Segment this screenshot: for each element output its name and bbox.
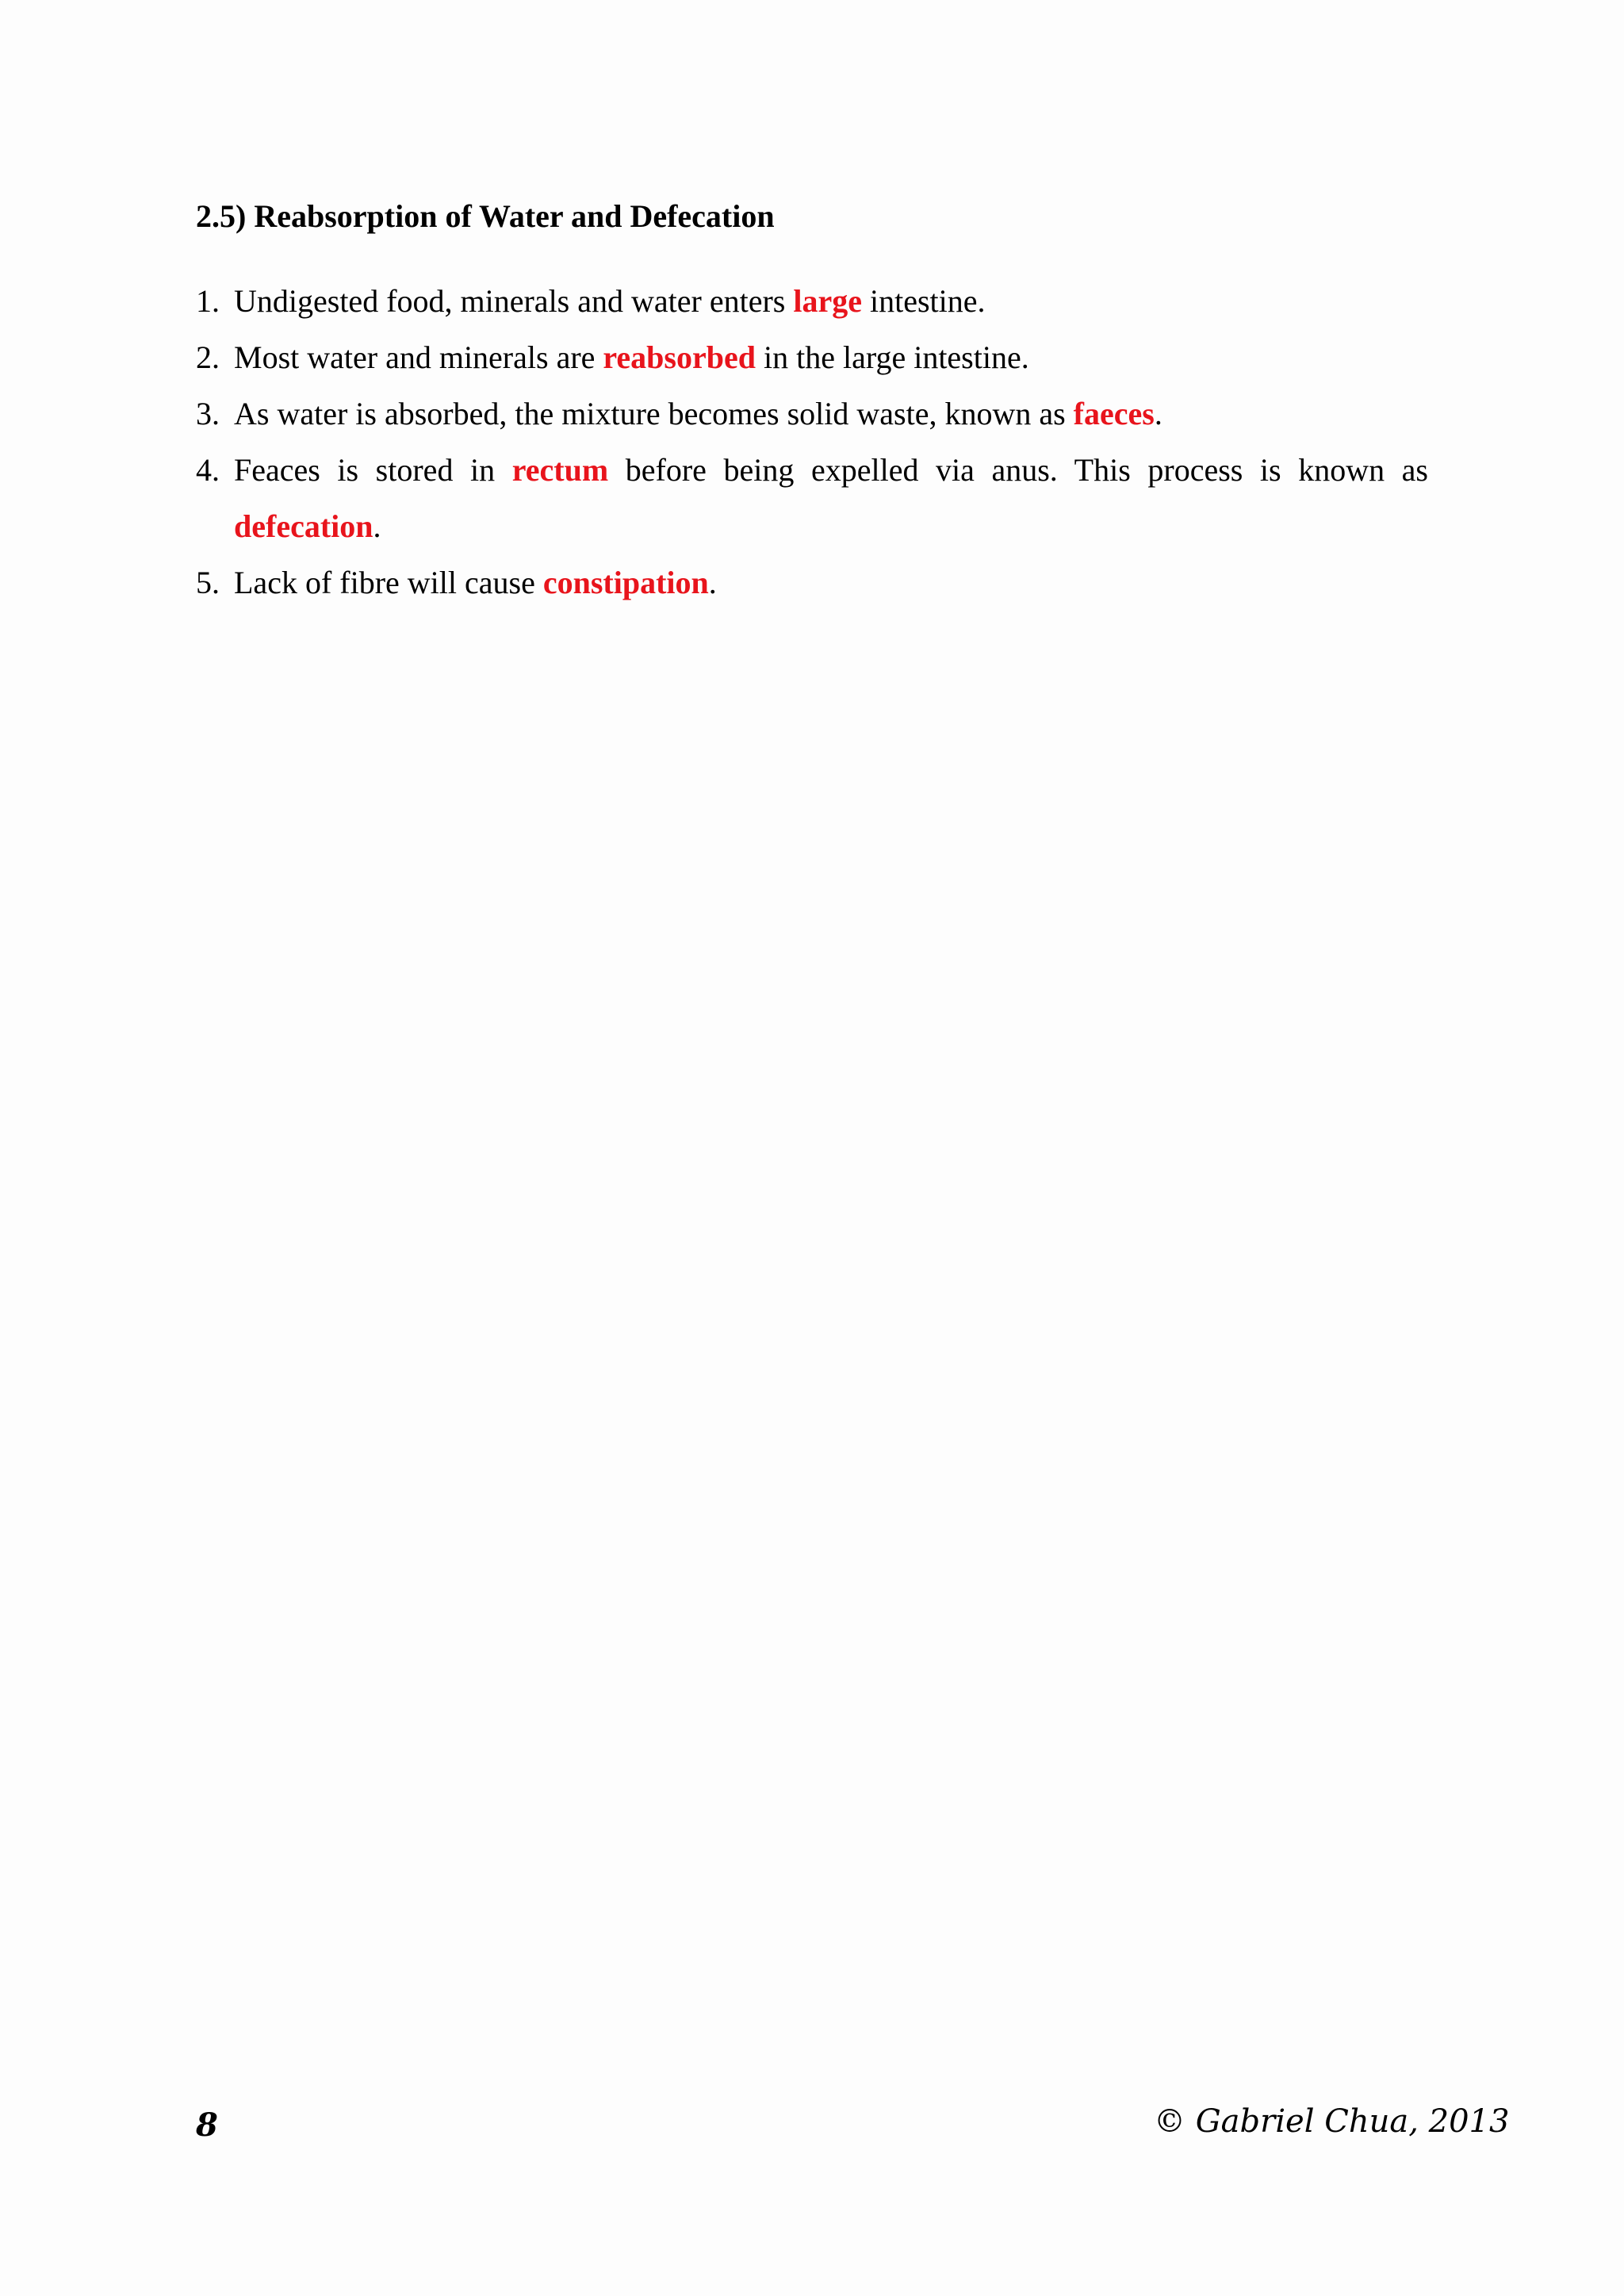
key-term: defecation xyxy=(234,508,373,544)
list-item-number: 4. xyxy=(196,452,220,488)
list-item-text: Most water and minerals are xyxy=(234,339,603,375)
key-term: faeces xyxy=(1073,396,1155,431)
page-number: 8 xyxy=(196,2106,218,2144)
list-item-text: in the large intestine. xyxy=(756,339,1029,375)
list-item xyxy=(196,385,1428,442)
list-item-text: . xyxy=(708,565,717,600)
list-item xyxy=(196,329,1428,385)
key-term: rectum xyxy=(511,452,609,488)
list-item-number: 2. xyxy=(196,339,220,375)
list-item-number: 1. xyxy=(196,283,220,319)
key-term: large xyxy=(793,283,862,319)
list-item-text: before being expelled via anus. This process is known as xyxy=(608,452,1428,488)
list-item xyxy=(196,273,1428,329)
list-item-text: Feaces is stored in xyxy=(234,452,512,488)
list-item-number: 3. xyxy=(196,396,220,431)
list-item-number: 5. xyxy=(196,565,220,600)
key-term: constipation xyxy=(542,565,709,600)
list-item-text: . xyxy=(1154,396,1162,431)
list-item-text: Undigested food, minerals and water enters xyxy=(234,283,794,319)
list-item xyxy=(196,442,1428,554)
list-item-text: intestine. xyxy=(861,283,986,319)
list-item-text: Lack of fibre will cause xyxy=(234,565,543,600)
list-item-text: As water is absorbed, the mixture becomes solid waste, known as xyxy=(234,396,1074,431)
key-term: reabsorbed xyxy=(603,339,756,375)
section-heading: 2.5) Reabsorption of Water and Defecation xyxy=(196,198,775,234)
reabsorption-list xyxy=(196,273,1428,611)
list-item-text: . xyxy=(373,508,381,544)
list-item xyxy=(196,554,1428,611)
copyright-notice: © Gabriel Chua, 2013 xyxy=(1154,2103,1510,2140)
